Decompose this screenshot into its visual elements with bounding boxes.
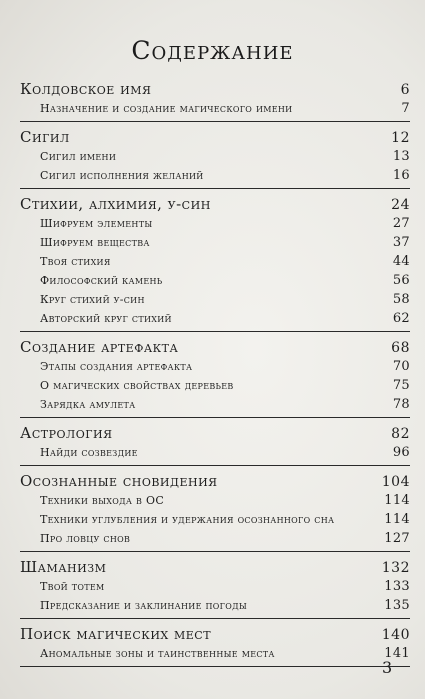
toc-item (20, 510, 410, 529)
toc-item (20, 99, 410, 118)
section-heading (20, 195, 410, 214)
section-title: Стихии, алхимия, у-син (20, 195, 211, 213)
item-label: Твоя стихия (40, 255, 111, 268)
section-heading (20, 338, 410, 357)
toc-item (20, 271, 410, 290)
toc-item (20, 233, 410, 252)
item-page: 27 (392, 216, 410, 231)
item-label: Предсказание и заклинание погоды (40, 599, 248, 612)
item-label: Шифруем вещества (40, 236, 150, 249)
item-page: 13 (392, 149, 410, 164)
section-heading (20, 625, 410, 644)
section-page: 6 (400, 82, 410, 98)
item-label: Твой тотем (40, 580, 105, 593)
item-label: Шифруем элементы (40, 217, 153, 230)
item-page: 7 (401, 101, 410, 116)
toc-section (20, 424, 410, 466)
item-label: Сигил имени (40, 150, 117, 163)
toc-item (20, 577, 410, 596)
toc-item (20, 529, 410, 548)
item-page: 141 (384, 646, 410, 661)
toc-item (20, 443, 410, 462)
item-page: 135 (384, 598, 410, 613)
item-label: Философский камень (40, 274, 163, 287)
toc-section (20, 80, 410, 122)
section-title: Создание артефакта (20, 338, 179, 356)
section-page: 24 (391, 197, 410, 213)
section-page: 104 (381, 474, 410, 490)
table-of-contents (20, 80, 410, 673)
toc-section (20, 338, 410, 418)
item-label: Назначение и создание магического имени (40, 102, 293, 115)
section-title: Шаманизм (20, 558, 107, 576)
item-label: Этапы создания артефакта (40, 360, 193, 373)
toc-item (20, 166, 410, 185)
toc-item (20, 252, 410, 271)
item-page: 44 (392, 254, 410, 269)
toc-item (20, 290, 410, 309)
toc-section (20, 625, 410, 667)
section-page: 12 (391, 130, 410, 146)
item-label: Техники углубления и удержания осознанного сна (40, 513, 335, 526)
item-label: Сигил исполнения желаний (40, 169, 204, 182)
item-page: 96 (392, 445, 410, 460)
toc-item (20, 491, 410, 510)
section-page: 82 (391, 426, 410, 442)
page-number: 3 (382, 658, 393, 677)
item-page: 133 (384, 579, 410, 594)
toc-section (20, 558, 410, 619)
section-heading (20, 128, 410, 147)
section-page: 68 (391, 340, 410, 356)
item-page: 114 (384, 493, 410, 508)
item-label: Найди созвездие (40, 446, 138, 459)
item-label: Круг стихий у-син (40, 293, 145, 306)
item-label: Зарядка амулета (40, 398, 136, 411)
section-title: Сигил (20, 128, 70, 146)
item-label: Авторский круг стихий (40, 312, 172, 325)
section-heading (20, 472, 410, 491)
page-title: Содержание (131, 36, 294, 65)
toc-item (20, 395, 410, 414)
section-heading (20, 80, 410, 99)
section-title: Астрология (20, 424, 113, 442)
item-page: 37 (392, 235, 410, 250)
toc-item (20, 357, 410, 376)
item-label: Про ловцу снов (40, 532, 131, 545)
item-page: 114 (384, 512, 410, 527)
item-label: Техники выхода в ОС (40, 494, 165, 507)
toc-item (20, 376, 410, 395)
toc-item (20, 596, 410, 615)
toc-section (20, 128, 410, 189)
section-heading (20, 424, 410, 443)
item-page: 70 (392, 359, 410, 374)
section-title: Колдовское имя (20, 80, 152, 98)
toc-section (20, 472, 410, 552)
section-title: Осознанные сновидения (20, 472, 218, 490)
section-heading (20, 558, 410, 577)
item-page: 78 (392, 397, 410, 412)
toc-item (20, 644, 410, 663)
toc-section (20, 195, 410, 332)
toc-item (20, 309, 410, 328)
item-page: 62 (392, 311, 410, 326)
item-page: 58 (392, 292, 410, 307)
item-page: 75 (392, 378, 410, 393)
section-page: 140 (381, 627, 410, 643)
section-title: Поиск магических мест (20, 625, 212, 643)
item-label: Аномальные зоны и таинственные места (40, 647, 275, 660)
item-page: 127 (384, 531, 410, 546)
item-page: 16 (392, 168, 410, 183)
toc-item (20, 214, 410, 233)
toc-item (20, 147, 410, 166)
item-label: О магических свойствах деревьев (40, 379, 234, 392)
item-page: 56 (392, 273, 410, 288)
section-page: 132 (381, 560, 410, 576)
